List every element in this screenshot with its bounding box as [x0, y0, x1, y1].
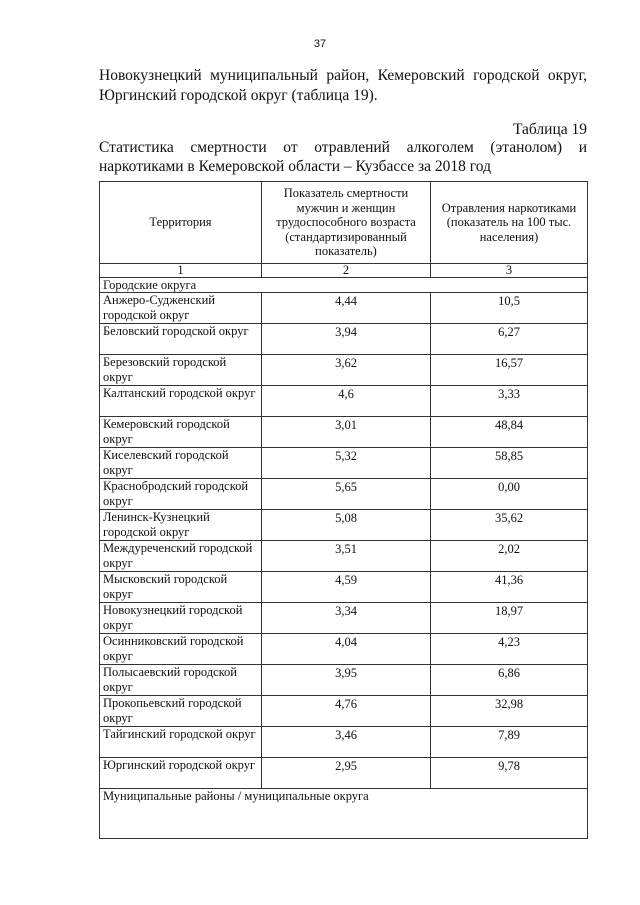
mortality-cell: 4,44	[262, 293, 431, 324]
table-row	[100, 324, 588, 355]
territory-cell: Новокузнецкий городской округ	[100, 603, 262, 634]
group-row-urban	[100, 278, 588, 293]
header-narcotics: Отравления наркотиками (показатель на 100 тыс. населения)	[431, 182, 588, 264]
table-row	[100, 696, 588, 727]
table-row	[100, 479, 588, 510]
territory-cell: Тайгинский городской округ	[100, 727, 262, 758]
territory-cell: Беловский городской округ	[100, 324, 262, 355]
mortality-cell: 3,34	[262, 603, 431, 634]
page-number: 37	[313, 38, 327, 50]
table-row	[100, 448, 588, 479]
mortality-cell: 5,65	[262, 479, 431, 510]
narcotics-cell: 58,85	[431, 448, 588, 479]
table-header-row	[100, 182, 588, 264]
territory-cell: Ленинск-Кузнецкий городской округ	[100, 510, 262, 541]
mortality-cell: 5,08	[262, 510, 431, 541]
mortality-cell: 4,04	[262, 634, 431, 665]
table-row	[100, 386, 588, 417]
mortality-cell: 3,46	[262, 727, 431, 758]
table-row	[100, 727, 588, 758]
group-label-urban: Городские округа	[100, 278, 588, 293]
column-number: 2	[262, 264, 431, 278]
column-number-row	[100, 264, 588, 278]
table-title: Статистика смертности от отравлений алкоголем (этанолом) и наркотиками в Кемеровской области – Кузбассе за 2018 год	[99, 139, 587, 175]
table-row	[100, 572, 588, 603]
territory-cell: Междуреченский городской округ	[100, 541, 262, 572]
territory-cell: Мысковский городской округ	[100, 572, 262, 603]
narcotics-cell: 2,02	[431, 541, 588, 572]
narcotics-cell: 7,89	[431, 727, 588, 758]
table-label: Таблица 19	[512, 121, 587, 138]
narcotics-cell: 32,98	[431, 696, 588, 727]
mortality-cell: 4,76	[262, 696, 431, 727]
group-label-municipal: Муниципальные районы / муниципальные округа	[100, 789, 588, 839]
mortality-cell: 4,6	[262, 386, 431, 417]
narcotics-cell: 6,27	[431, 324, 588, 355]
territory-cell: Анжеро-Судженский городской округ	[100, 293, 262, 324]
mortality-cell: 4,59	[262, 572, 431, 603]
narcotics-cell: 0,00	[431, 479, 588, 510]
mortality-cell: 3,94	[262, 324, 431, 355]
mortality-cell: 2,95	[262, 758, 431, 789]
narcotics-cell: 6,86	[431, 665, 588, 696]
territory-cell: Калтанский городской округ	[100, 386, 262, 417]
mortality-cell: 3,01	[262, 417, 431, 448]
territory-cell: Киселевский городской округ	[100, 448, 262, 479]
table-row	[100, 541, 588, 572]
header-mortality: Показатель смертности мужчин и женщин трудоспособного возраста (стандартизированный показатель)	[262, 182, 431, 264]
mortality-cell: 3,62	[262, 355, 431, 386]
mortality-table	[99, 181, 588, 839]
narcotics-cell: 3,33	[431, 386, 588, 417]
mortality-cell: 3,51	[262, 541, 431, 572]
table-row	[100, 665, 588, 696]
narcotics-cell: 41,36	[431, 572, 588, 603]
table-row	[100, 355, 588, 386]
intro-paragraph: Новокузнецкий муниципальный район, Кемеровский городской округ, Юргинский городской округ (таблица 19).	[99, 67, 587, 104]
narcotics-cell: 10,5	[431, 293, 588, 324]
mortality-cell: 5,32	[262, 448, 431, 479]
territory-cell: Полысаевский городской округ	[100, 665, 262, 696]
territory-cell: Юргинский городской округ	[100, 758, 262, 789]
narcotics-cell: 9,78	[431, 758, 588, 789]
territory-cell: Кемеровский городской округ	[100, 417, 262, 448]
table-row	[100, 758, 588, 789]
territory-cell: Березовский городской округ	[100, 355, 262, 386]
mortality-cell: 3,95	[262, 665, 431, 696]
table-row	[100, 603, 588, 634]
table-row	[100, 293, 588, 324]
table-row	[100, 510, 588, 541]
narcotics-cell: 35,62	[431, 510, 588, 541]
table-row	[100, 634, 588, 665]
territory-cell: Прокопьевский городской округ	[100, 696, 262, 727]
table-row	[100, 417, 588, 448]
territory-cell: Осинниковский городской округ	[100, 634, 262, 665]
narcotics-cell: 18,97	[431, 603, 588, 634]
column-number: 1	[100, 264, 262, 278]
territory-cell: Краснобродский городской округ	[100, 479, 262, 510]
header-territory: Территория	[100, 182, 262, 264]
narcotics-cell: 48,84	[431, 417, 588, 448]
group-row-municipal	[100, 789, 588, 839]
narcotics-cell: 16,57	[431, 355, 588, 386]
column-number: 3	[431, 264, 588, 278]
narcotics-cell: 4,23	[431, 634, 588, 665]
